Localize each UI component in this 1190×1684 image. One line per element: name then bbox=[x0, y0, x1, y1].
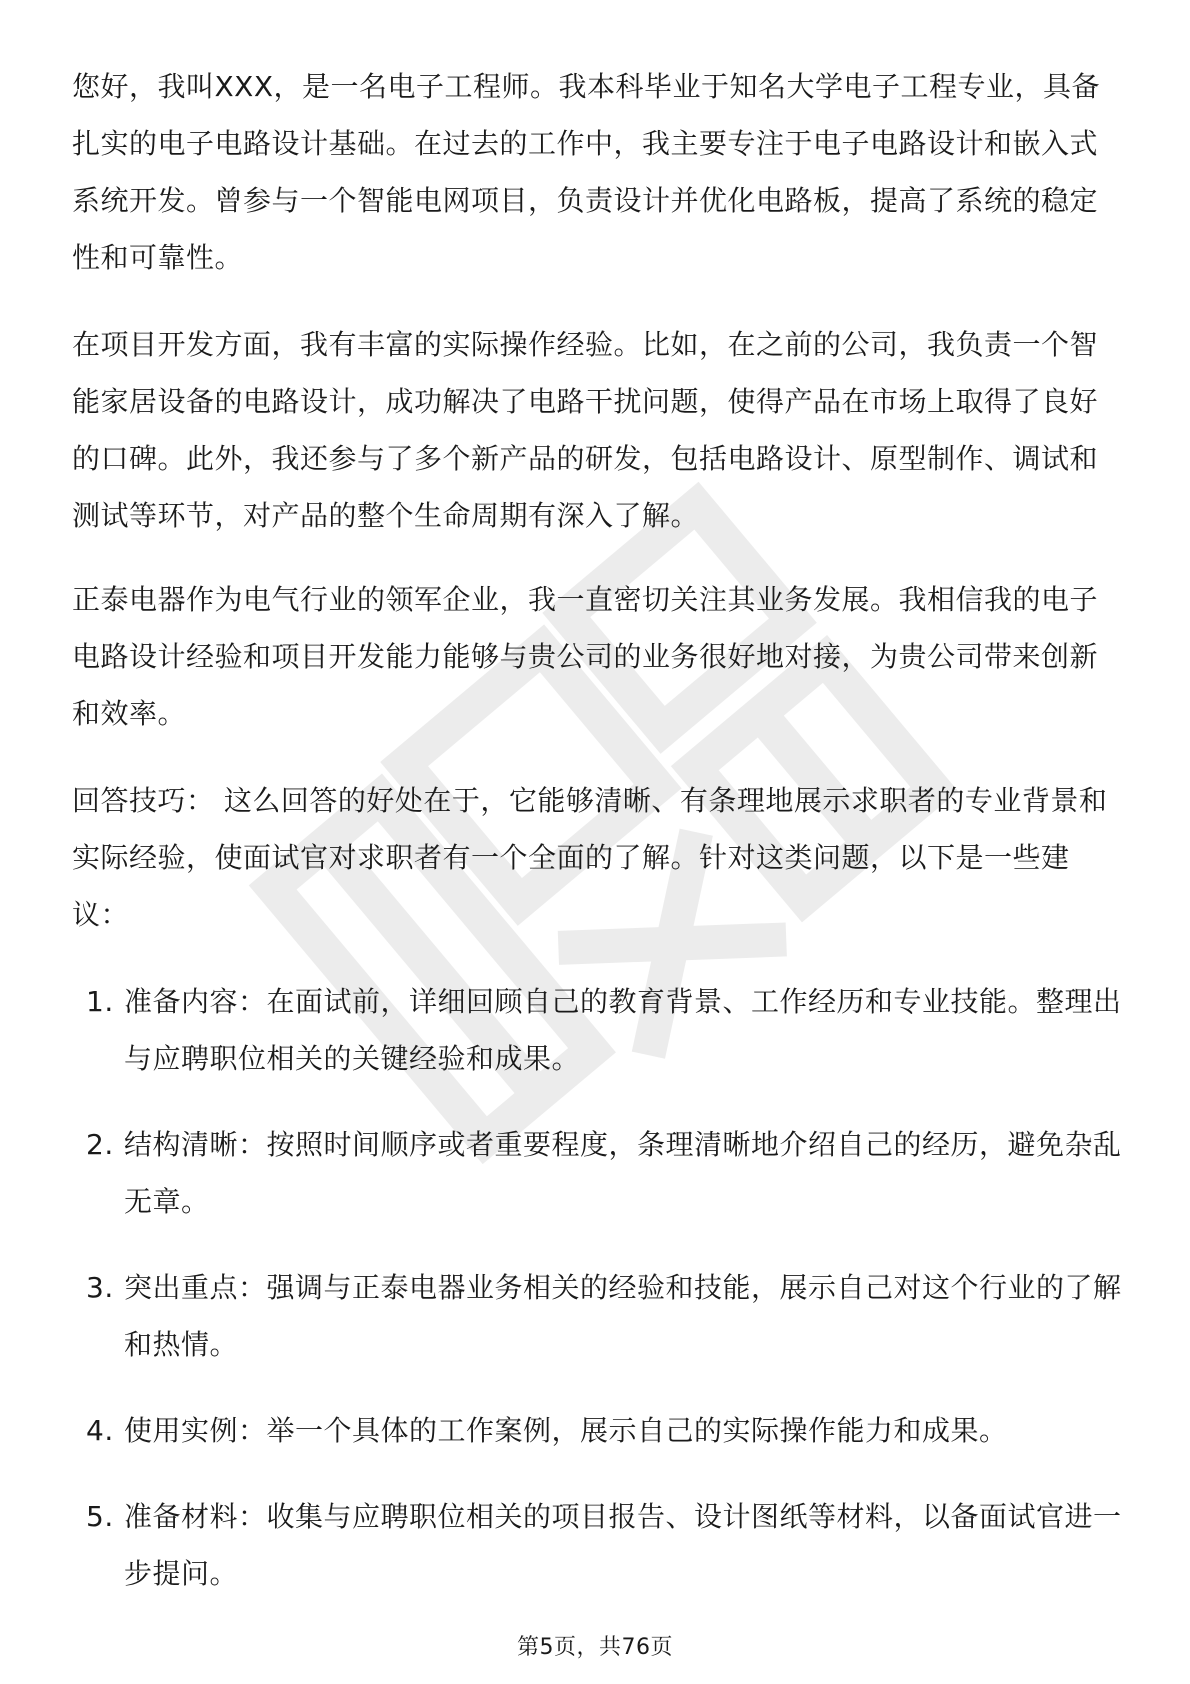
list-number: 4. bbox=[86, 1414, 114, 1447]
list-number: 1. bbox=[86, 985, 114, 1018]
list-item bbox=[72, 973, 1122, 1087]
list-item bbox=[72, 1488, 1122, 1602]
list-text: 使用实例：举一个具体的工作案例，展示自己的实际操作能力和成果。 bbox=[124, 1414, 1008, 1447]
experience-paragraph: 在项目开发方面，我有丰富的实际操作经验。比如，在之前的公司，我负责一个智能家居设备的电路设计，成功解决了电路干扰问题，使得产品在市场上取得了良好的口碑。此外，我还参与了多个新产品的研发，包括电路设计、原型制作、调试和测试等环节，对产品的整个生命周期有深入了解。 bbox=[72, 328, 1099, 532]
company-paragraph: 正泰电器作为电气行业的领军企业，我一直密切关注其业务发展。我相信我的电子电路设计经验和项目开发能力能够与贵公司的业务很好地对接，为贵公司带来创新和效率。 bbox=[72, 583, 1099, 730]
page-number-footer: 第5页，共76页 bbox=[517, 1635, 673, 1660]
intro-paragraph: 您好，我叫XXX，是一名电子工程师。我本科毕业于知名大学电子工程专业，具备扎实的电子电路设计基础。在过去的工作中，我主要专注于电子电路设计和嵌入式系统开发。曾参与一个智能电网项目，负责设计并优化电路板，提高了系统的稳定性和可靠性。 bbox=[72, 70, 1101, 274]
tips-list bbox=[72, 973, 1122, 1602]
list-item bbox=[72, 1402, 1122, 1459]
list-text: 准备内容：在面试前，详细回顾自己的教育背景、工作经历和专业技能。整理出与应聘职位相关的关键经验和成果。 bbox=[124, 985, 1122, 1075]
main-content bbox=[72, 58, 1122, 1631]
list-item bbox=[72, 1259, 1122, 1373]
list-number: 2. bbox=[86, 1128, 114, 1161]
list-item bbox=[72, 1116, 1122, 1230]
list-number: 5. bbox=[86, 1500, 114, 1533]
answer-tips-paragraph: 回答技巧： 这么回答的好处在于，它能够清晰、有条理地展示求职者的专业背景和实际经验，使面试官对求职者有一个全面的了解。针对这类问题，以下是一些建议： bbox=[72, 784, 1108, 931]
list-number: 3. bbox=[86, 1271, 114, 1304]
list-text: 准备材料：收集与应聘职位相关的项目报告、设计图纸等材料，以备面试官进一步提问。 bbox=[124, 1500, 1122, 1590]
list-text: 突出重点：强调与正泰电器业务相关的经验和技能，展示自己对这个行业的了解和热情。 bbox=[124, 1271, 1122, 1361]
list-text: 结构清晰：按照时间顺序或者重要程度，条理清晰地介绍自己的经历，避免杂乱无章。 bbox=[124, 1128, 1122, 1218]
